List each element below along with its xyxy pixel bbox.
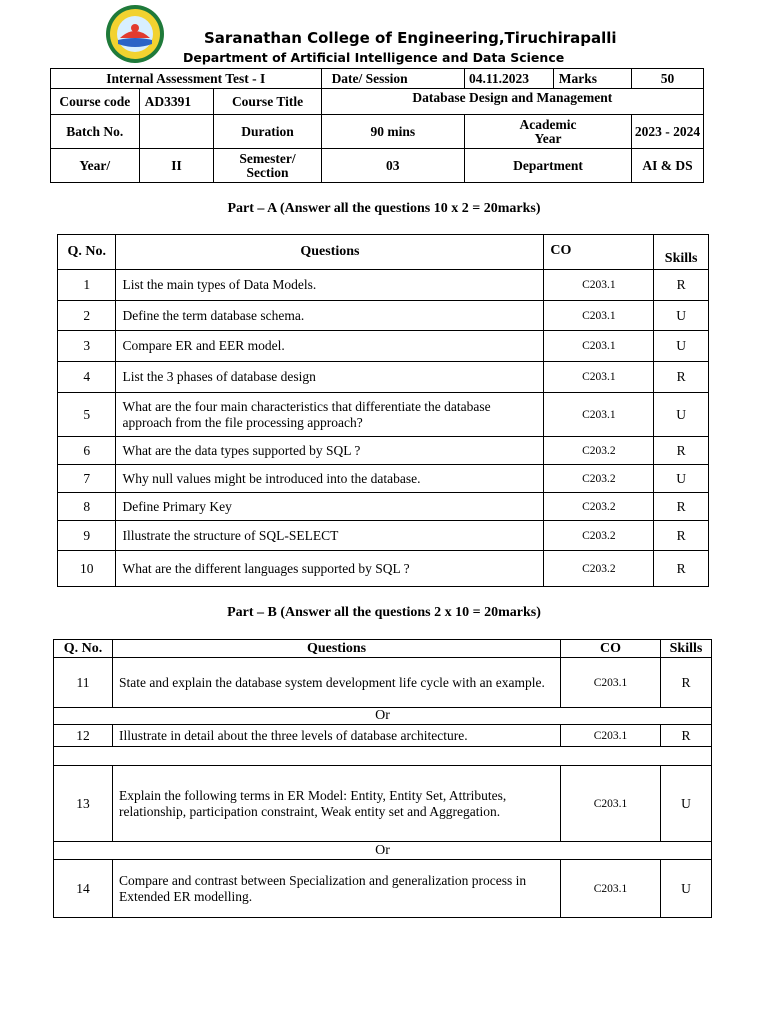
part-a-header-qno: Q. No.	[58, 235, 116, 270]
college-logo	[103, 4, 167, 64]
skill-level: U	[654, 331, 709, 362]
course-code-label: Course code	[51, 89, 140, 115]
skill-level: R	[654, 493, 709, 521]
part-b-header-questions: Questions	[113, 640, 561, 658]
question-text: Define Primary Key	[116, 493, 544, 521]
skill-level: R	[654, 551, 709, 587]
course-code-value: AD3391	[139, 89, 214, 115]
course-outcome: C203.1	[561, 725, 661, 747]
course-outcome: C203.1	[544, 362, 654, 393]
question-number: 14	[54, 860, 113, 918]
test-name: Internal Assessment Test - I	[51, 69, 322, 89]
course-outcome: C203.2	[544, 493, 654, 521]
course-outcome: C203.1	[544, 301, 654, 331]
question-number: 10	[58, 551, 116, 587]
course-outcome: C203.2	[544, 465, 654, 493]
question-row-1	[58, 270, 709, 301]
date-value: 04.11.2023	[465, 69, 554, 89]
question-number: 2	[58, 301, 116, 331]
course-outcome: C203.1	[544, 270, 654, 301]
year-label: Year/	[51, 149, 140, 183]
part-a-header-skills: Skills	[654, 235, 709, 270]
blank-separator-row	[54, 747, 712, 766]
question-row-5	[58, 393, 709, 437]
part-b-header-co: CO	[561, 640, 661, 658]
course-outcome: C203.1	[561, 766, 661, 842]
question-row-12	[54, 725, 712, 747]
or-separator: Or	[54, 842, 712, 860]
question-text: What are the different languages supported by SQL ?	[116, 551, 544, 587]
part-b-header-qno: Q. No.	[54, 640, 113, 658]
question-row-3	[58, 331, 709, 362]
question-text: State and explain the database system development life cycle with an example.	[113, 658, 561, 708]
question-text: What are the data types supported by SQL ?	[116, 437, 544, 465]
question-row-10	[58, 551, 709, 587]
marks-label: Marks	[553, 69, 631, 89]
question-text: Explain the following terms in ER Model: Entity, Entity Set, Attributes, relationship, participation constraint, Weak entity set and Aggregation.	[113, 766, 561, 842]
course-outcome: C203.2	[544, 521, 654, 551]
department-value: AI & DS	[632, 149, 704, 183]
question-text: Illustrate the structure of SQL-SELECT	[116, 521, 544, 551]
course-outcome: C203.2	[544, 551, 654, 587]
skill-level: R	[661, 725, 712, 747]
question-number: 5	[58, 393, 116, 437]
question-row-14	[54, 860, 712, 918]
skill-level: R	[654, 521, 709, 551]
skill-level: U	[661, 766, 712, 842]
question-text: Compare and contrast between Specialization and generalization process in Extended ER modelling.	[113, 860, 561, 918]
batch-value	[139, 115, 214, 149]
academic-year-label: Academic Year	[465, 115, 632, 149]
or-separator: Or	[54, 708, 712, 725]
question-text: Why null values might be introduced into the database.	[116, 465, 544, 493]
question-row-2	[58, 301, 709, 331]
year-value: II	[139, 149, 214, 183]
skill-level: U	[654, 301, 709, 331]
question-number: 6	[58, 437, 116, 465]
question-number: 8	[58, 493, 116, 521]
question-row-7	[58, 465, 709, 493]
question-number: 7	[58, 465, 116, 493]
skill-level: R	[654, 437, 709, 465]
duration-value: 90 mins	[321, 115, 464, 149]
course-outcome: C203.1	[561, 658, 661, 708]
part-a-header-questions: Questions	[116, 235, 544, 270]
question-text: Define the term database schema.	[116, 301, 544, 331]
department-label: Department	[465, 149, 632, 183]
part-b-table	[53, 639, 712, 918]
question-number: 1	[58, 270, 116, 301]
skill-level: R	[654, 362, 709, 393]
question-number: 11	[54, 658, 113, 708]
part-a-table	[57, 234, 709, 587]
academic-year-value: 2023 - 2024	[632, 115, 704, 149]
question-text: Compare ER and EER model.	[116, 331, 544, 362]
question-row-9	[58, 521, 709, 551]
skill-level: U	[654, 393, 709, 437]
question-text: List the main types of Data Models.	[116, 270, 544, 301]
date-label: Date/ Session	[321, 69, 464, 89]
question-number: 12	[54, 725, 113, 747]
question-text: List the 3 phases of database design	[116, 362, 544, 393]
skill-level: R	[661, 658, 712, 708]
question-row-6	[58, 437, 709, 465]
question-number: 3	[58, 331, 116, 362]
part-a-header-co: CO	[544, 235, 654, 270]
part-b-header-skills: Skills	[661, 640, 712, 658]
question-row-11	[54, 658, 712, 708]
part-b-title: Part – B (Answer all the questions 2 x 10 = 20marks)	[227, 605, 541, 620]
course-title-label: Course Title	[214, 89, 321, 115]
part-a-title: Part – A (Answer all the questions 10 x 2 = 20marks)	[227, 201, 541, 216]
department-name: Department of Artificial Intelligence and Data Science	[183, 50, 565, 65]
question-row-13	[54, 766, 712, 842]
course-outcome: C203.1	[544, 393, 654, 437]
skill-level: U	[661, 860, 712, 918]
question-number: 9	[58, 521, 116, 551]
course-title-value: Database Design and Management	[321, 89, 703, 115]
course-outcome: C203.2	[544, 437, 654, 465]
semester-label: Semester/ Section	[214, 149, 321, 183]
marks-value: 50	[632, 69, 704, 89]
course-outcome: C203.1	[544, 331, 654, 362]
duration-label: Duration	[214, 115, 321, 149]
question-text: What are the four main characteristics that differentiate the database approach from the file processing approach?	[116, 393, 544, 437]
course-info-table	[50, 68, 704, 183]
question-row-8	[58, 493, 709, 521]
skill-level: U	[654, 465, 709, 493]
question-number: 13	[54, 766, 113, 842]
semester-value: 03	[321, 149, 464, 183]
college-name: Saranathan College of Engineering,Tiruchirapalli	[204, 29, 617, 47]
skill-level: R	[654, 270, 709, 301]
question-number: 4	[58, 362, 116, 393]
batch-label: Batch No.	[51, 115, 140, 149]
course-outcome: C203.1	[561, 860, 661, 918]
question-text: Illustrate in detail about the three levels of database architecture.	[113, 725, 561, 747]
question-row-4	[58, 362, 709, 393]
